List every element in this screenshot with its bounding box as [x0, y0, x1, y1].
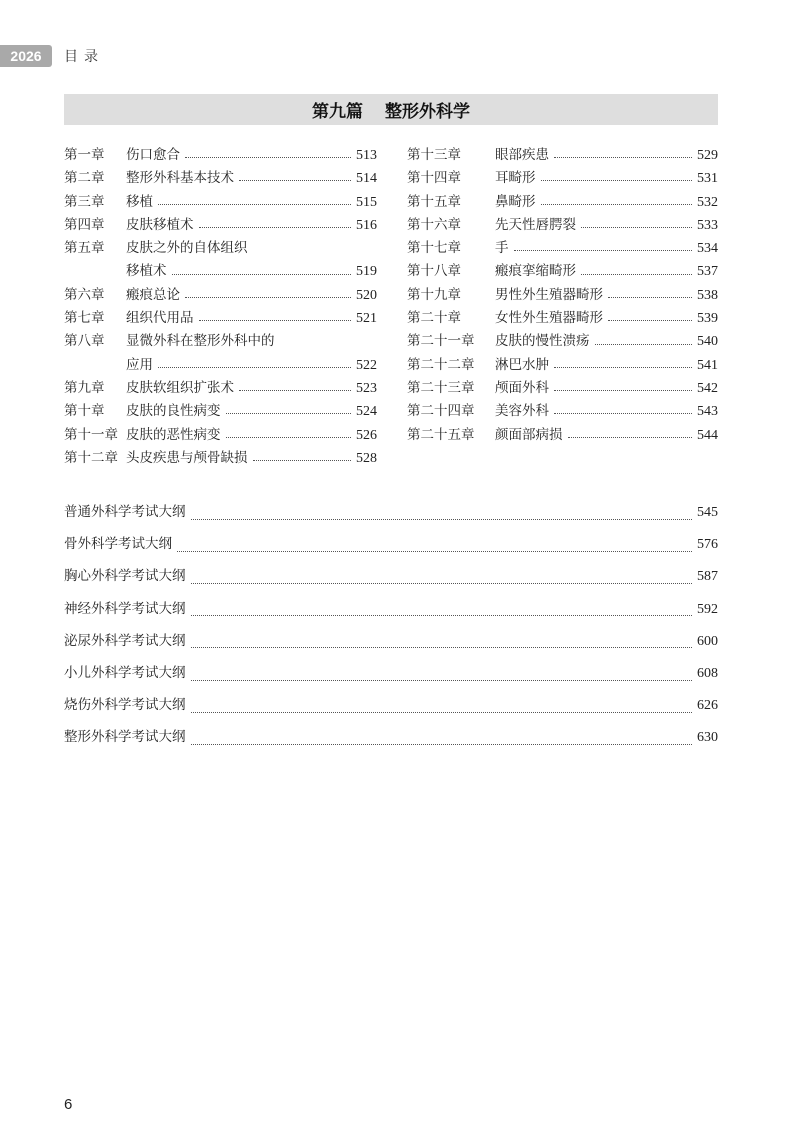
exam-outline-page: 587 [697, 569, 718, 585]
toc-entry[interactable] [407, 306, 718, 329]
exam-outline-title: 泌尿外科学考试大纲 [64, 632, 186, 649]
chapter-page: 516 [356, 217, 377, 233]
chapter-page: 543 [697, 404, 718, 420]
chapter-title: 鼻畸形 [495, 193, 536, 210]
chapter-page: 544 [697, 427, 718, 443]
exam-outline-entry[interactable] [64, 597, 718, 629]
chapter-title: 应用 [126, 356, 153, 373]
chapter-number: 第十七章 [407, 240, 461, 257]
toc-entry[interactable] [64, 306, 377, 329]
toc-entry[interactable] [407, 283, 718, 306]
dot-leader [595, 344, 693, 345]
dot-leader [191, 583, 693, 584]
exam-outline-title: 胸心外科学考试大纲 [64, 568, 186, 585]
dot-leader [191, 712, 693, 713]
toc-entry[interactable] [407, 399, 718, 422]
toc-entry[interactable] [407, 259, 718, 282]
chapter-page: 541 [697, 357, 718, 373]
chapter-title: 先天性唇腭裂 [495, 216, 576, 233]
chapter-title: 皮肤的慢性溃疡 [495, 333, 590, 350]
toc-entry[interactable] [64, 259, 377, 282]
chapter-title: 耳畸形 [495, 170, 536, 187]
chapter-number: 第二十二章 [407, 356, 475, 373]
exam-outline-title: 普通外科学考试大纲 [64, 504, 186, 520]
exam-outline-title: 整形外科学考试大纲 [64, 729, 186, 746]
chapter-title: 皮肤之外的自体组织 [126, 240, 248, 257]
part-heading [64, 94, 718, 125]
chapter-page: 524 [356, 404, 377, 420]
dot-leader [172, 274, 352, 275]
chapter-title: 皮肤移植术 [126, 216, 194, 233]
toc-entry[interactable] [407, 190, 718, 213]
toc-entry[interactable] [64, 446, 377, 469]
chapter-number: 第九章 [64, 379, 105, 396]
toc-entry[interactable] [64, 236, 377, 259]
chapter-number: 第十一章 [64, 426, 118, 443]
year-badge: 2026 [0, 45, 52, 67]
chapter-number: 第十章 [64, 403, 105, 420]
dot-leader [608, 297, 692, 298]
chapter-page: 523 [356, 380, 377, 396]
chapter-number: 第八章 [64, 333, 105, 350]
chapter-title: 皮肤的恶性病变 [126, 426, 221, 443]
dot-leader [239, 390, 351, 391]
page-number: 6 [64, 1096, 73, 1113]
chapter-number: 第三章 [64, 193, 105, 210]
toc-entry[interactable] [407, 213, 718, 236]
dot-leader [608, 320, 692, 321]
dot-leader [554, 157, 692, 158]
chapter-page: 514 [356, 171, 377, 187]
chapter-title: 男性外生殖器畸形 [495, 286, 603, 303]
dot-leader [226, 413, 352, 414]
toc-entry[interactable] [64, 143, 377, 166]
dot-leader [177, 551, 692, 552]
chapter-title: 显微外科在整形外科中的 [126, 333, 275, 350]
dot-leader [191, 615, 693, 616]
exam-outline-list [64, 500, 718, 758]
part-number: 第九篇 [312, 102, 363, 122]
chapter-page: 538 [697, 287, 718, 303]
chapter-page: 520 [356, 287, 377, 303]
toc-entry[interactable] [407, 353, 718, 376]
chapter-title: 淋巴水肿 [495, 356, 549, 373]
chapter-page: 526 [356, 427, 377, 443]
chapter-number: 第十九章 [407, 286, 461, 303]
toc-entry[interactable] [407, 166, 718, 189]
chapter-number: 第十六章 [407, 216, 461, 233]
toc-entry[interactable] [64, 376, 377, 399]
dot-leader [253, 460, 352, 461]
exam-outline-title: 神经外科学考试大纲 [64, 600, 186, 617]
dot-leader [199, 320, 352, 321]
toc-entry[interactable] [407, 329, 718, 352]
chapter-number: 第五章 [64, 240, 105, 257]
chapter-title: 整形外科基本技术 [126, 170, 234, 187]
toc-entry[interactable] [64, 329, 377, 352]
exam-outline-page: 545 [697, 505, 718, 520]
chapter-number: 第二十一章 [407, 333, 475, 350]
toc-entry[interactable] [64, 399, 377, 422]
chapter-title: 头皮疾患与颅骨缺损 [126, 449, 248, 466]
chapter-number: 第二十章 [407, 310, 461, 327]
dot-leader [191, 680, 693, 681]
exam-outline-page: 608 [697, 665, 718, 681]
chapter-page: 521 [356, 311, 377, 327]
toc-entry[interactable] [64, 213, 377, 236]
dot-leader [185, 297, 351, 298]
dot-leader [541, 204, 693, 205]
exam-outline-entry[interactable] [64, 629, 718, 661]
exam-outline-page: 592 [697, 601, 718, 617]
chapter-page: 529 [697, 148, 718, 163]
exam-outline-page: 626 [697, 698, 718, 714]
toc-entry[interactable] [64, 423, 377, 446]
toc-entry[interactable] [64, 166, 377, 189]
exam-outline-entry[interactable] [64, 661, 718, 693]
chapter-number: 第十八章 [407, 263, 461, 280]
chapter-number: 第六章 [64, 286, 105, 303]
dot-leader [226, 437, 352, 438]
chapter-title: 美容外科 [495, 403, 549, 420]
chapter-number: 第二章 [64, 170, 105, 187]
dot-leader [191, 647, 693, 648]
chapter-number: 第十二章 [64, 449, 118, 466]
dot-leader [514, 250, 693, 251]
chapter-title: 手 [495, 240, 509, 257]
chapter-number: 第十四章 [407, 170, 461, 187]
exam-outline-page: 600 [697, 633, 718, 649]
dot-leader [581, 274, 692, 275]
chapter-number: 第十三章 [407, 147, 461, 163]
exam-outline-entry[interactable] [64, 532, 718, 564]
chapter-title: 瘢痕挛缩畸形 [495, 263, 576, 280]
exam-outline-entry[interactable] [64, 564, 718, 596]
exam-outline-title: 烧伤外科学考试大纲 [64, 697, 186, 714]
chapter-page: 540 [697, 334, 718, 350]
dot-leader [581, 227, 692, 228]
chapter-title: 皮肤软组织扩张术 [126, 379, 234, 396]
exam-outline-page: 576 [697, 537, 718, 553]
exam-outline-entry[interactable] [64, 693, 718, 725]
chapter-page: 533 [697, 217, 718, 233]
chapter-title: 颜面部病损 [495, 426, 563, 443]
exam-outline-page: 630 [697, 730, 718, 746]
dot-leader [158, 367, 351, 368]
dot-leader [199, 227, 352, 228]
toc-right-column [407, 143, 718, 446]
dot-leader [554, 367, 692, 368]
dot-leader [554, 390, 692, 391]
chapter-page: 515 [356, 194, 377, 210]
chapter-title: 眼部疾患 [495, 147, 549, 163]
chapter-title: 移植术 [126, 263, 167, 280]
dot-leader [191, 744, 693, 745]
exam-outline-title: 小儿外科学考试大纲 [64, 664, 186, 681]
chapter-page: 528 [356, 450, 377, 466]
part-title: 整形外科学 [385, 102, 470, 122]
chapter-title: 伤口愈合 [126, 147, 180, 163]
exam-outline-title: 骨外科学考试大纲 [64, 536, 172, 553]
toc-entry[interactable] [407, 423, 718, 446]
chapter-title: 皮肤的良性病变 [126, 403, 221, 420]
chapter-page: 519 [356, 264, 377, 280]
dot-leader [158, 204, 351, 205]
running-header-title: 目录 [64, 49, 104, 65]
dot-leader [185, 157, 351, 158]
chapter-title: 瘢痕总论 [126, 286, 180, 303]
chapter-number: 第十五章 [407, 193, 461, 210]
dot-leader [239, 180, 351, 181]
chapter-page: 537 [697, 264, 718, 280]
toc-entry[interactable] [64, 190, 377, 213]
chapter-number: 第七章 [64, 310, 105, 327]
dot-leader [191, 519, 693, 520]
exam-outline-entry[interactable] [64, 500, 718, 532]
toc-entry[interactable] [64, 353, 377, 376]
chapter-page: 539 [697, 311, 718, 327]
toc-entry[interactable] [64, 283, 377, 306]
exam-outline-entry[interactable] [64, 725, 718, 757]
toc-entry[interactable] [407, 236, 718, 259]
chapter-title: 颅面外科 [495, 379, 549, 396]
chapter-number: 第二十四章 [407, 403, 475, 420]
dot-leader [554, 413, 692, 414]
chapter-page: 534 [697, 241, 718, 257]
toc-entry[interactable] [407, 143, 718, 166]
chapter-page: 531 [697, 171, 718, 187]
chapter-title: 组织代用品 [126, 310, 194, 327]
chapter-title: 女性外生殖器畸形 [495, 310, 603, 327]
chapter-number: 第二十五章 [407, 426, 475, 443]
chapter-page: 522 [356, 357, 377, 373]
chapter-page: 532 [697, 194, 718, 210]
chapter-title: 移植 [126, 193, 153, 210]
chapter-number: 第二十三章 [407, 379, 475, 396]
toc-entry[interactable] [407, 376, 718, 399]
chapter-number: 第一章 [64, 147, 105, 163]
chapter-page: 513 [356, 148, 377, 163]
chapter-number: 第四章 [64, 216, 105, 233]
chapter-page: 542 [697, 380, 718, 396]
toc-left-column [64, 143, 377, 469]
dot-leader [541, 180, 693, 181]
dot-leader [568, 437, 693, 438]
